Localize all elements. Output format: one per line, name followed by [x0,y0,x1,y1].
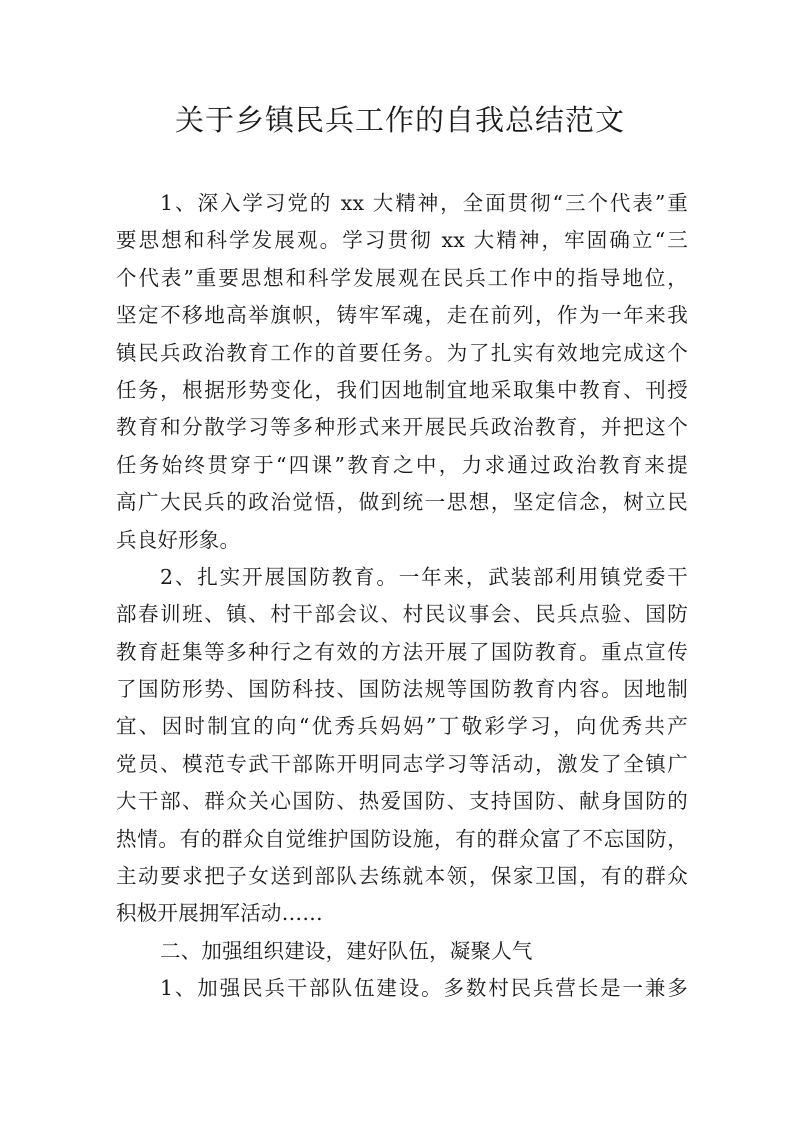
document-body [116,185,688,1008]
text-line: 要思想和科学发展观。学习贯彻 xx 大精神，牢固确立“三 [116,228,688,253]
text-line: 高广大民兵的政治觉悟，做到统一思想，坚定信念，树立民 [116,490,688,515]
paragraph [116,970,688,1007]
paragraph [116,559,688,933]
text-line: 了国防形势、国防科技、国防法规等国防教育内容。因地制 [116,677,688,702]
text-line: 积极开展拥军活动…… [116,901,323,926]
text-line: 教育赶集等多种行之有效的方法开展了国防教育。重点宣传 [116,639,688,664]
paragraph [116,185,688,559]
text-line: 任务始终贯穿于“四课”教育之中，力求通过政治教育来提 [116,452,688,477]
text-line: 主动要求把子女送到部队去练就本领，保家卫国，有的群众 [116,864,688,889]
document-title: 关于乡镇民兵工作的自我总结范文 [174,103,625,137]
text-line: 个代表”重要思想和科学发展观在民兵工作中的指导地位， [116,265,688,290]
text-line: 镇民兵政治教育工作的首要任务。为了扎实有效地完成这个 [116,340,688,365]
section-heading [116,933,688,970]
text-line: 任务，根据形势变化，我们因地制宜地采取集中教育、刊授 [116,377,688,402]
text-line: 教育和分散学习等多种形式来开展民兵政治教育，并把这个 [116,415,688,440]
text-line: 热情。有的群众自觉维护国防设施，有的群众富了不忘国防， [116,826,688,851]
text-line: 兵良好形象。 [116,527,241,552]
text-line: 坚定不移地高举旗帜，铸牢军魂，走在前列，作为一年来我 [116,303,688,328]
text-line: 1、加强民兵干部队伍建设。多数村民兵营长是一兼多 [160,976,688,1001]
text-line: 大干部、群众关心国防、热爱国防、支持国防、献身国防的 [116,789,688,814]
text-line: 2、扎实开展国防教育。一年来，武装部利用镇党委干 [160,564,688,589]
text-line: 部春训班、镇、村干部会议、村民议事会、民兵点验、国防 [116,602,688,627]
section-heading-text: 二、加强组织建设，建好队伍，凝聚人气 [160,938,533,963]
text-line: 1、深入学习党的 xx 大精神，全面贯彻“三个代表”重 [160,191,688,215]
text-line: 宜、因时制宜的向“优秀兵妈妈”丁敬彩学习，向优秀共产 [116,714,688,739]
text-line: 党员、模范专武干部陈开明同志学习等活动，激发了全镇广 [116,751,688,776]
